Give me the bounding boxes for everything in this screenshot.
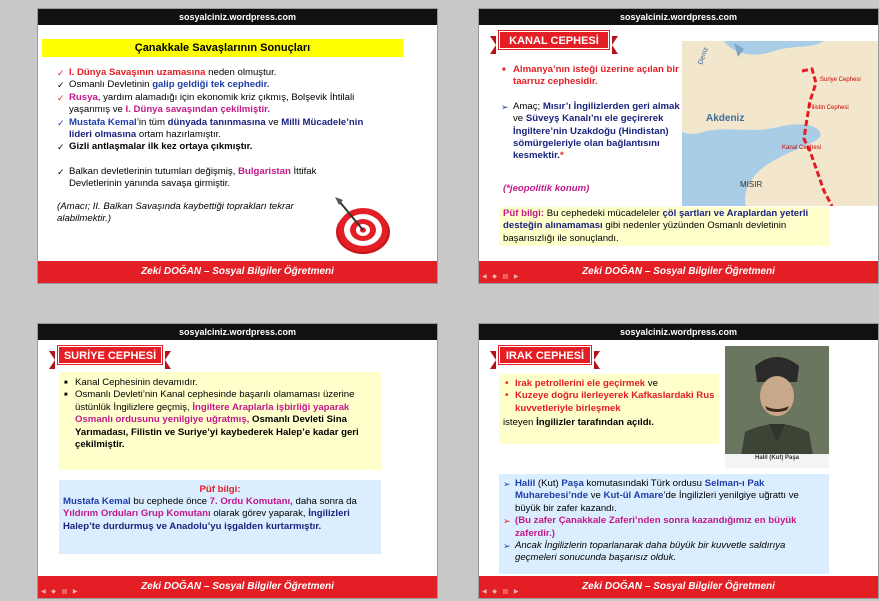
- highlight-text: İngilizleri Halep’te durdurmuş ve Anadolu’yu işgalden kurtarmıştır.: [63, 508, 350, 532]
- slide-nav-icons[interactable]: ◀ ◆ ▤ ▶: [482, 589, 521, 595]
- highlight-text: Kut-ül Amare: [603, 490, 664, 502]
- map-label-suriye: Suriye Cephesi: [820, 77, 861, 83]
- slide-title-banner: KANAL CEPHESİ: [499, 31, 609, 49]
- target-icon: [329, 192, 399, 257]
- slide-title-banner: IRAK CEPHESİ: [499, 346, 591, 364]
- highlight-text: I. Dünya Savaşının uzamasına: [69, 67, 206, 78]
- irak-followup: [503, 417, 717, 429]
- body-text: İttifak Devletlerinin yanında savaşa girmiştir.: [69, 165, 317, 190]
- highlight-text: İngilizler tarafından açıldı.: [536, 417, 654, 428]
- tip-text: [63, 496, 379, 533]
- highlight-text: Almanya’nın isteği üzerine açılan bir taarruz cephesidir.: [513, 64, 679, 88]
- note-text: (Amacı; II. Balkan Savaşında kaybettiği toprakları tekrar alabilmektir.): [57, 201, 294, 225]
- body-text: isteyen: [503, 417, 537, 428]
- body-text: Osmanlı Devletinin: [69, 79, 153, 91]
- highlight-text: Bulgaristan: [238, 165, 291, 177]
- body-text: Osmanlı Devleti’nin Kanal cephesinde başarılı olamaması üzerine üstünlük İngilizlere geçmiş,: [75, 389, 355, 413]
- list-item: [503, 540, 825, 565]
- body-text: gibi nedenler yüzünden Osmanlı devletinin başarısızlığı ile sonuçlandı.: [503, 220, 787, 244]
- suriye-list: [63, 377, 375, 451]
- list-item: [57, 92, 367, 117]
- list-item: [501, 64, 681, 89]
- highlight-text: I. Dünya savaşından çekilmiştir.: [125, 104, 271, 116]
- map-label-sea: Akdeniz: [706, 113, 745, 124]
- highlight-text: Selman-ı Pak Muharebesi’nde: [515, 478, 765, 502]
- body-text: ve: [588, 490, 604, 502]
- tip-box: [499, 207, 829, 246]
- highlight-text: Milli Mücadele’nin lideri olmasına: [69, 116, 364, 141]
- list-item: [57, 79, 367, 91]
- results-list: [57, 67, 367, 191]
- body-text: ’de İngilizleri yenilgiye uğrattı ve büyük bir zafer kazandı.: [515, 490, 799, 514]
- tip-label: Püf bilgi:: [503, 208, 545, 219]
- slide-footer: Zeki DOĞAN – Sosyal Bilgiler Öğretmeni: [479, 576, 878, 598]
- body-text: ortam hazırlamıştır.: [136, 129, 221, 141]
- slide-irak-cephesi[interactable]: [478, 323, 879, 599]
- body-text: Ancak İngilizlerin toparlanarak daha büyük bir kuvvetle saldırıya geçmeleri sonucunda başarısız olduk.: [515, 540, 786, 564]
- highlight-text: Paşa: [561, 478, 584, 489]
- highlight-text: Mustafa Kemal: [69, 116, 137, 128]
- portrait-caption: Halil (Kut) Paşa: [754, 455, 799, 461]
- highlight-text: *: [559, 150, 564, 162]
- highlight-text: Osmanlı Devleti Sina Yarımadası, Filistin ve Suriye’yi kaybederek Halep’e kadar geri çekilmiştir.: [75, 414, 359, 451]
- highlight-text: Kuzeye doğru ilerleyerek Kafkaslardaki Rus kuvvetleriyle birleşmek: [515, 390, 715, 414]
- note-text: (*jeopolitik konum): [503, 183, 590, 194]
- tip-title: Püf bilgi:: [199, 484, 241, 495]
- body-text: Amaç;: [513, 100, 543, 112]
- list-item: [57, 166, 367, 191]
- map-label-deniz: Deniz: [697, 46, 711, 66]
- highlight-text: 7. Ordu Komutanı,: [209, 496, 293, 507]
- body-text: neden olmuştur.: [205, 67, 277, 78]
- highlight-text: Halil: [515, 478, 536, 489]
- slide-canakkale-results[interactable]: [37, 8, 438, 284]
- body-text: (Kut): [535, 478, 562, 489]
- slide-kanal-cephesi[interactable]: [478, 8, 879, 284]
- list-item: [57, 141, 367, 153]
- list-item: [503, 478, 825, 515]
- highlight-text: Gizli antlaşmalar ilk kez ortaya çıkmıştır.: [69, 141, 253, 153]
- irak-results-list: [503, 478, 825, 565]
- highlight-text: dünyada tanınmasına: [167, 116, 266, 128]
- slide-nav-icons[interactable]: ◀ ◆ ▤ ▶: [482, 274, 521, 280]
- list-item: [57, 67, 367, 79]
- slide-footer: Zeki DOĞAN – Sosyal Bilgiler Öğretmeni: [479, 261, 878, 283]
- list-item: [503, 378, 717, 390]
- slide-header-site: sosyalciniz.wordpress.com: [479, 9, 878, 25]
- body-text: komutasındaki Türk ordusu: [583, 478, 705, 489]
- slide-header-site: sosyalciniz.wordpress.com: [479, 324, 878, 340]
- map-label-filistin: Filistin Cephesi: [808, 105, 849, 111]
- slide-nav-icons[interactable]: ◀ ◆ ▤ ▶: [41, 589, 80, 595]
- highlight-text: Yıldırım Orduları Grup Komutanı: [63, 508, 211, 520]
- highlight-text: Irak petrollerini ele geçirmek: [515, 378, 646, 389]
- slide-header-site: sosyalciniz.wordpress.com: [38, 9, 437, 25]
- slide-title-banner: SURİYE CEPHESİ: [58, 346, 162, 364]
- body-text: ’in tüm: [136, 116, 168, 128]
- map-label-region: MISIR: [740, 180, 763, 189]
- body-text: daha sonra da: [292, 496, 357, 507]
- body-text: Balkan devletlerinin tutumları değişmiş,: [69, 165, 239, 177]
- highlight-text: Rusya: [69, 91, 98, 103]
- highlight-text: İngiltere Araplarla işbirliği yaparak Osmanlı ordusunu yenilgiye uğratmış,: [75, 401, 350, 426]
- list-item: [501, 101, 681, 163]
- portrait-photo: [725, 346, 829, 468]
- slide-footer: Zeki DOĞAN – Sosyal Bilgiler Öğretmeni: [38, 261, 437, 283]
- map-label-kanal: Kanal Cephesi: [782, 145, 822, 151]
- list-item: [63, 377, 375, 389]
- highlight-text: galip geldiği tek cephedir.: [152, 79, 270, 91]
- kanal-list: [501, 64, 681, 163]
- list-item: [503, 515, 825, 540]
- map-image: [682, 41, 878, 206]
- list-item: [57, 117, 367, 142]
- body-text: bu cephede önce: [130, 496, 210, 507]
- body-text: ve: [513, 113, 526, 125]
- irak-list: [503, 378, 717, 415]
- body-text: , yardım alamadığı için ekonomik kriz çıkmış, Bolşevik İhtilali yaşanmış ve: [69, 91, 355, 116]
- body-text: ve: [645, 378, 658, 389]
- highlight-text: çöl şartları ve Araplardan yeterli desteğin alınamaması: [503, 208, 809, 232]
- slide-title: Çanakkale Savaşlarının Sonuçları: [42, 39, 403, 57]
- list-item: [63, 389, 375, 451]
- slide-suriye-cephesi[interactable]: [37, 323, 438, 599]
- highlight-text: Mısır’ı İngilizlerden geri almak: [542, 100, 680, 112]
- body-text: ve: [265, 116, 282, 128]
- highlight-text: (Bu zafer Çanakkale Zaferi’nden sonra kazandığımız en büyük zaferdir.): [515, 515, 797, 539]
- body-text: olarak görev yaparak,: [210, 508, 309, 520]
- portrait-image: [725, 346, 829, 468]
- highlight-text: Mustafa Kemal: [63, 496, 131, 507]
- slide-footer: Zeki DOĞAN – Sosyal Bilgiler Öğretmeni: [38, 576, 437, 598]
- body-text: Kanal Cephesinin devamıdır.: [75, 377, 198, 388]
- list-item: [503, 390, 717, 415]
- highlight-text: Süveyş Kanalı’nı ele geçirerek İngiltere’nin Uzakdoğu (Hindistan) sömürgeleriyle olan bağlantısını kesmektir.: [513, 113, 669, 162]
- body-text: Bu cephedeki mücadeleler: [544, 208, 663, 219]
- slide-header-site: sosyalciniz.wordpress.com: [38, 324, 437, 340]
